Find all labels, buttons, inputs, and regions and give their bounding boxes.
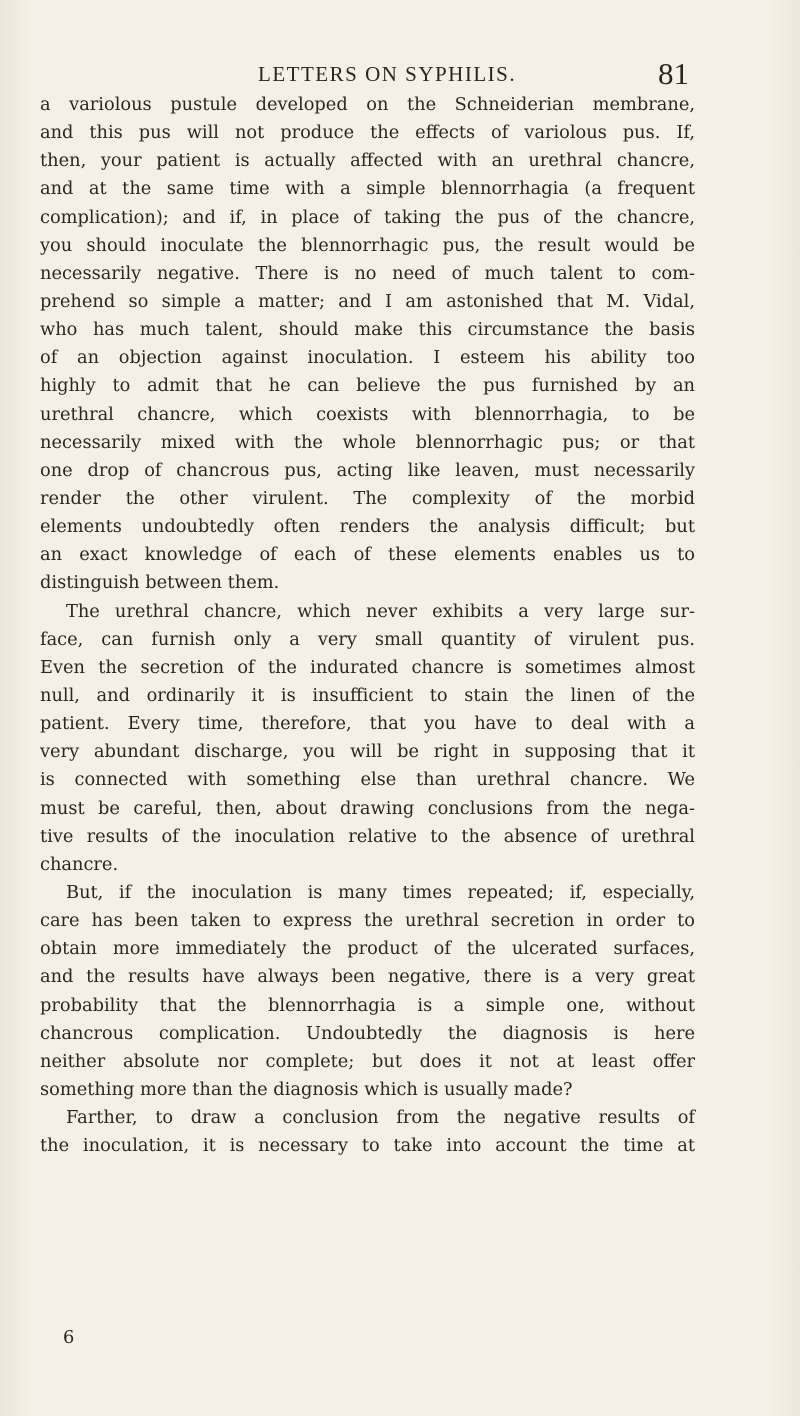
text-line: obtain more immediately the product of the ulcerated surfaces, bbox=[40, 938, 695, 960]
text-line: neither absolute nor complete; but does it not at least offer bbox=[40, 1050, 695, 1072]
text-line: chancrous complication. Undoubtedly the diagnosis is here bbox=[40, 1022, 695, 1044]
text-line: Farther, to draw a conclusion from the negative results of bbox=[66, 1107, 695, 1129]
text-line: something more than the diagnosis which is usually made? bbox=[40, 1078, 573, 1100]
text-line: face, can furnish only a very small quantity of virulent pus. bbox=[40, 628, 695, 650]
signature-mark: 6 bbox=[63, 1327, 75, 1348]
text-line: is connected with something else than urethral chancre. We bbox=[40, 769, 695, 791]
text-line: highly to admit that he can believe the pus furnished by an bbox=[40, 375, 695, 397]
text-line: distinguish between them. bbox=[40, 572, 280, 594]
text-line: elements undoubtedly often renders the analysis difficult; but bbox=[40, 516, 695, 538]
text-line: patient. Every time, therefore, that you have to deal with a bbox=[40, 713, 695, 735]
text-line: very abundant discharge, you will be right in supposing that it bbox=[40, 741, 695, 763]
text-line: complication); and if, in place of taking the pus of the chancre, bbox=[40, 206, 695, 228]
running-title: LETTERS ON SYPHILIS. bbox=[258, 62, 517, 86]
text-line: The urethral chancre, which never exhibits a very large sur- bbox=[66, 600, 695, 622]
text-line: chancre. bbox=[40, 853, 119, 875]
text-line: who has much talent, should make this circumstance the basis bbox=[40, 319, 695, 341]
text-line: null, and ordinarily it is insufficient to stain the linen of the bbox=[40, 684, 695, 706]
text-line: must be careful, then, about drawing conclusions from the nega- bbox=[40, 797, 695, 819]
text-line: urethral chancre, which coexists with blennorrhagia, to be bbox=[40, 403, 695, 425]
text-line: of an objection against inoculation. I esteem his ability too bbox=[40, 347, 695, 369]
text-line: you should inoculate the blennorrhagic pus, the result would be bbox=[40, 234, 695, 256]
text-line: probability that the blennorrhagia is a simple one, without bbox=[40, 994, 695, 1016]
body-text bbox=[40, 91, 695, 1160]
text-line: necessarily negative. There is no need of much talent to com- bbox=[40, 262, 695, 284]
text-line: an exact knowledge of each of these elements enables us to bbox=[40, 544, 695, 566]
text-line: care has been taken to express the urethral secretion in order to bbox=[40, 910, 695, 932]
text-line: Even the secretion of the indurated chancre is sometimes almost bbox=[40, 656, 695, 678]
text-line: one drop of chancrous pus, acting like leaven, must necessarily bbox=[40, 459, 695, 481]
text-line: and at the same time with a simple blennorrhagia (a frequent bbox=[40, 178, 695, 200]
text-line: necessarily mixed with the whole blennorrhagic pus; or that bbox=[40, 431, 695, 453]
text-line: But, if the inoculation is many times repeated; if, especially, bbox=[66, 881, 695, 903]
text-line: then, your patient is actually affected with an urethral chancre, bbox=[40, 150, 695, 172]
text-line: render the other virulent. The complexity of the morbid bbox=[40, 487, 695, 509]
text-line: tive results of the inoculation relative to the absence of urethral bbox=[40, 825, 695, 847]
text-line: a variolous pustule developed on the Schneiderian membrane, bbox=[40, 94, 695, 115]
text-line: the inoculation, it is necessary to take into account the time at bbox=[40, 1135, 695, 1157]
page-number: 81 bbox=[658, 56, 689, 91]
text-line: and this pus will not produce the effects of variolous pus. If, bbox=[40, 122, 695, 144]
text-line: and the results have always been negative, there is a very great bbox=[40, 966, 695, 988]
text-line: prehend so simple a matter; and I am astonished that M. Vidal, bbox=[40, 290, 695, 312]
